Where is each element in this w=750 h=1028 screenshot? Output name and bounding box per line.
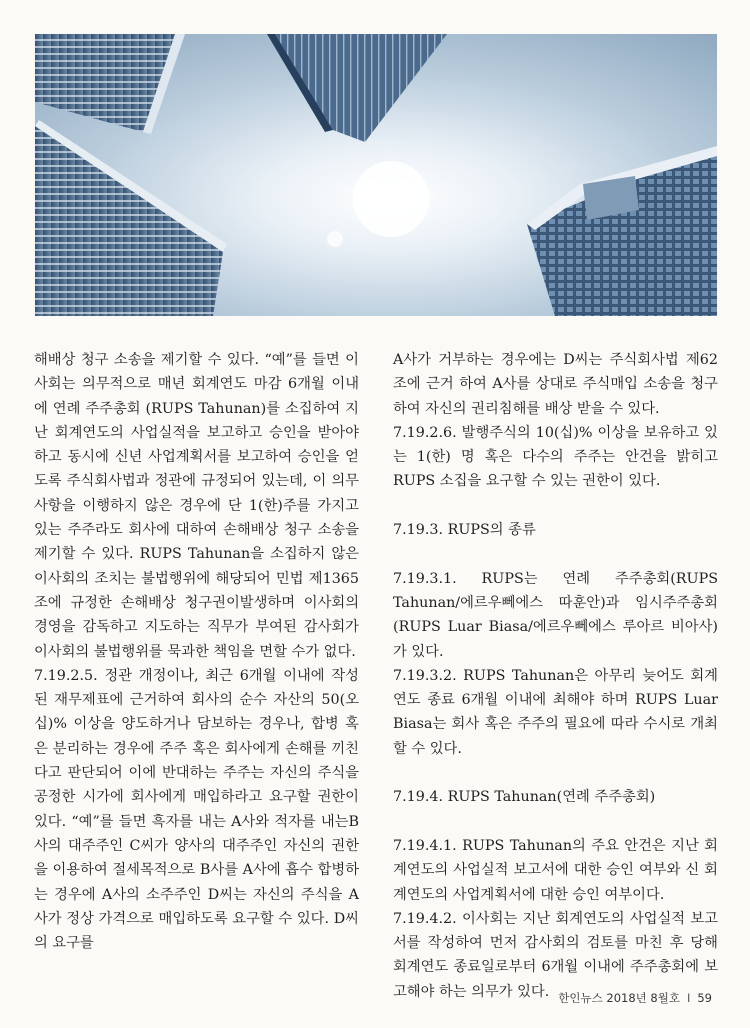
spacer xyxy=(393,542,718,566)
paragraph: 7.19.3.2. RUPS Tahunan은 아무리 늦어도 회계연도 종료 6개월 이내에 최해야 하며 RUPS Luar Biasa는 회사 혹은 주주의 필요에 따라 수시로 개최할 수 있다. xyxy=(393,667,718,757)
skyscrapers-photo xyxy=(35,34,717,316)
paragraph: 7.19.4.1. RUPS Tahunan의 주요 안건은 지난 회계연도의 사업실적 보고서에 대한 승인 여부와 신 회계연도의 사업계획서에 대한 승인 여부이다. xyxy=(393,837,718,903)
page-footer xyxy=(558,990,712,1006)
footer-separator: I xyxy=(686,991,691,1005)
spacer xyxy=(393,810,718,834)
section-heading: 7.19.3. RUPS의 종류 xyxy=(393,522,536,539)
paragraph: 해배상 청구 소송을 제기할 수 있다. “예”를 들면 이사회는 의무적으로 매년 회계연도 마감 6개월 이내에 연례 주주총회 (RUPS Tahunan)를 소집하여 지난 회계연도의 사업실적을 보고하고 승인을 받아야 하고 동시에 신년 사업계획서를 보고하여 승인을 얻도록 주식회사법과 정관에 규정되어 있는데, 이 의무사항을 이행하지 않은 경우에 단 1(한)주를 가지고 있는 주주라도 회사에 대하여 손해배상 청구 소송을 제기할 수 있다. RUPS Tahunan을 소집하지 않은 이사회의 조치는 불법행위에 해당되어 민법 제1365조에 규정한 손해배상 청구권이발생하며 이사회의 경영을 감독하고 지도하는 직무가 부여된 감사회가 이사회의 불법행위를 묵과한 책임을 면할 수가 없다. xyxy=(34,352,359,660)
paragraph: 7.19.2.5. 정관 개정이나, 최근 6개월 이내에 작성된 재무제표에 근거하여 회사의 순수 자산의 50(오십)% 이상을 양도하거나 담보하는 경우나, 합병 혹은 분리하는 경우에 주주 혹은 회사에게 손해를 끼친다고 판단되어 이에 반대하는 주주는 자신의 주식을 공정한 시가에 회사에게 매입하라고 요구할 권한이 있다. “예”를 들면 흑자를 내는 A사와 적자를 내는B사의 대주주인 C씨가 양사의 대주주인 자신의 권한을 이용하여 절세목적으로 B사를 A사에 흡수 합병하는 경우에 A사의 소주주인 D씨는 자신의 주식을 A사가 정상 가격으로 매입하도록 요구할 수 있다. D씨 의 요구를 xyxy=(34,667,359,952)
right-text-column xyxy=(393,348,718,1004)
page-number: 59 xyxy=(697,991,712,1005)
left-text-column xyxy=(34,348,359,955)
paragraph: 7.19.2.6. 발행주식의 10(십)% 이상을 보유하고 있는 1(한) 명 혹은 다수의 주주는 안건을 밝히고 RUPS 소집을 요구할 수 있는 권한이 있다. xyxy=(393,424,718,490)
spacer xyxy=(393,761,718,785)
paragraph: A사가 거부하는 경우에는 D씨는 주식회사법 제62조에 근거 하여 A사를 상대로 주식매입 소송을 청구하여 자신의 권리침해를 배상 받을 수 있다. xyxy=(393,352,718,417)
section-heading: 7.19.4. RUPS Tahunan(연례 주주총회) xyxy=(393,789,656,806)
publication-label: 한인뉴스 2018년 8월호 xyxy=(558,991,680,1005)
spacer xyxy=(393,494,718,518)
paragraph: 7.19.4.2. 이사회는 지난 회계연도의 사업실적 보고서를 작성하여 먼저 감사회의 검토를 마친 후 당해 회계연도 종료일로부터 6개월 이내에 주주총회에 보고해야 하는 의무가 있다. xyxy=(393,910,718,1000)
paragraph: 7.19.3.1. RUPS는 연례 주주총회(RUPS Tahunan/에르우뻬에스 따훈안)과 임시주주총회(RUPS Luar Biasa/에르우뻬에스 루아르 비아사)가 있다. xyxy=(393,570,719,660)
